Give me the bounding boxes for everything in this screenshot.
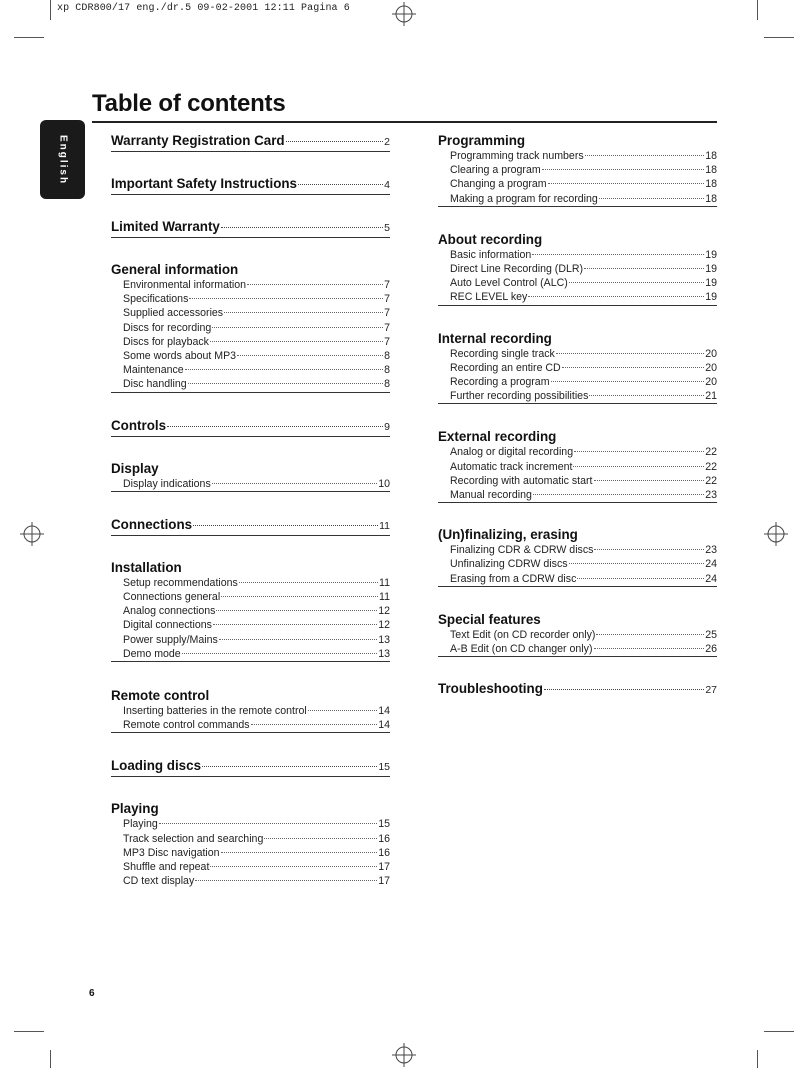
toc-section-page: 5 (384, 222, 390, 234)
dot-leader (573, 466, 704, 467)
toc-section-heading[interactable] (111, 261, 390, 278)
toc-section (111, 194, 390, 237)
toc-entry[interactable] (450, 389, 717, 403)
toc-entry-page: 18 (705, 164, 717, 177)
dot-leader (542, 169, 705, 170)
toc-entry-page: 12 (378, 619, 390, 632)
toc-section-title: (Un)finalizing, erasing (438, 527, 578, 543)
dot-leader (308, 710, 377, 711)
dot-leader (594, 480, 705, 481)
toc-section-page: 27 (705, 684, 717, 697)
toc-entry-label: Analog connections (123, 605, 216, 618)
toc-entry-page: 8 (384, 350, 390, 363)
toc-entry-page: 8 (384, 364, 390, 377)
toc-entry[interactable] (123, 647, 390, 661)
toc-entry-label: Recording single track (450, 347, 555, 360)
toc-entry-page: 22 (705, 460, 717, 473)
toc-entry[interactable] (123, 278, 390, 292)
toc-entry[interactable] (450, 572, 717, 586)
toc-entry-page: 13 (378, 647, 390, 660)
dot-leader (548, 183, 705, 184)
dot-leader (585, 155, 705, 156)
dot-leader (210, 341, 383, 342)
page-number: 6 (89, 988, 95, 999)
crop-mark (14, 37, 44, 38)
toc-section (438, 656, 717, 699)
toc-section-title: Display (111, 460, 159, 476)
toc-entry-page: 26 (705, 643, 717, 656)
toc-right-column (438, 132, 717, 699)
toc-entry[interactable] (450, 642, 717, 656)
toc-entry-page: 17 (378, 861, 390, 874)
toc-entry-page: 13 (378, 633, 390, 646)
toc-entry[interactable] (450, 276, 717, 290)
toc-entry[interactable] (450, 543, 717, 557)
toc-entry-label: Demo mode (123, 647, 181, 660)
toc-section-heading[interactable] (438, 526, 717, 543)
crop-mark (757, 1050, 758, 1068)
print-header: xp CDR800/17 eng./dr.5 09-02-2001 12:11 Pagina 6 (57, 3, 350, 14)
toc-entry-label: Power supply/Mains (123, 633, 218, 646)
toc-entry-page: 18 (705, 192, 717, 205)
dot-leader (596, 634, 704, 635)
toc-entry-label: Auto Level Control (ALC) (450, 277, 568, 290)
crop-mark (50, 0, 51, 20)
toc-entry[interactable] (123, 618, 390, 632)
toc-section (111, 661, 390, 732)
dot-leader (193, 525, 378, 526)
toc-section-heading[interactable] (111, 516, 390, 535)
toc-entry-page: 21 (705, 390, 717, 403)
toc-section (438, 502, 717, 586)
toc-section-heading[interactable] (438, 330, 717, 347)
toc-entry[interactable] (450, 460, 717, 474)
title-rule (92, 121, 717, 123)
toc-section (111, 151, 390, 194)
toc-entry[interactable] (123, 363, 390, 377)
dot-leader (556, 353, 704, 354)
toc-section-title: Connections (111, 516, 193, 532)
dot-leader (221, 852, 378, 853)
toc-entry-page: 25 (705, 628, 717, 641)
toc-entry-page: 7 (384, 307, 390, 320)
dot-leader (544, 689, 704, 690)
toc-entry[interactable] (123, 292, 390, 306)
toc-entry-label: Digital connections (123, 619, 212, 632)
toc-entry[interactable] (450, 177, 717, 191)
toc-section-heading[interactable] (111, 687, 390, 704)
crop-mark (50, 1050, 51, 1068)
toc-entry-page: 7 (384, 321, 390, 334)
toc-entry[interactable] (450, 361, 717, 375)
toc-entry-page: 22 (705, 446, 717, 459)
toc-entry[interactable] (123, 832, 390, 846)
toc-entry-label: Basic information (450, 248, 532, 261)
toc-entry-label: Supplied accessories (123, 307, 224, 320)
crop-mark (14, 1031, 44, 1032)
dot-leader (251, 724, 378, 725)
toc-entry-page: 7 (384, 335, 390, 348)
toc-entry-page: 24 (705, 572, 717, 585)
toc-section (438, 132, 717, 206)
dot-leader (224, 312, 383, 313)
toc-entry[interactable] (123, 633, 390, 647)
toc-section (111, 776, 390, 888)
dot-leader (210, 866, 377, 867)
toc-entry-label: CD text display (123, 875, 195, 888)
toc-section-title: Programming (438, 133, 526, 148)
registration-mark-icon (20, 522, 44, 546)
toc-entry[interactable] (123, 704, 390, 718)
dot-leader (569, 282, 704, 283)
toc-entry-label: Discs for recording (123, 321, 212, 334)
toc-entry-label: Specifications (123, 293, 189, 306)
toc-entry-label: MP3 Disc navigation (123, 846, 220, 859)
toc-entry[interactable] (123, 874, 390, 888)
dot-leader (221, 227, 383, 228)
toc-entry-page: 7 (384, 279, 390, 291)
toc-section-heading[interactable] (438, 132, 717, 149)
toc-section-page: 9 (384, 420, 390, 433)
toc-entry[interactable] (123, 860, 390, 874)
toc-entry-label: Recording an entire CD (450, 361, 561, 374)
toc-section (111, 732, 390, 776)
toc-entry-page: 20 (705, 347, 717, 360)
toc-entry[interactable] (450, 248, 717, 262)
toc-entry-label: Erasing from a CDRW disc (450, 572, 577, 585)
dot-leader (574, 451, 704, 452)
toc-entry-label: Some words about MP3 (123, 350, 237, 363)
toc-section (111, 491, 390, 535)
toc-section (111, 535, 390, 661)
toc-entry-label: Discs for playback (123, 335, 209, 348)
toc-entry-label: Analog or digital recording (450, 446, 574, 459)
toc-section-title: Remote control (111, 688, 210, 704)
toc-entry-page: 16 (378, 846, 390, 859)
toc-entry-label: Clearing a program (450, 164, 541, 177)
toc-section-title: Important Safety Instructions (111, 176, 298, 191)
toc-entry-page: 14 (378, 719, 390, 732)
dot-leader (264, 838, 377, 839)
dot-leader (599, 198, 704, 199)
toc-entry-label: Recording with automatic start (450, 474, 593, 487)
dot-leader (298, 184, 383, 185)
toc-entry-page: 19 (705, 291, 717, 304)
crop-mark (764, 37, 794, 38)
toc-entry-label: Programming track numbers (450, 150, 584, 162)
toc-entry-label: Setup recommendations (123, 576, 238, 589)
toc-entry[interactable] (450, 262, 717, 276)
dot-leader (159, 823, 377, 824)
toc-entry-label: A-B Edit (on CD changer only) (450, 643, 593, 656)
toc-entry[interactable] (450, 488, 717, 502)
dot-leader (577, 578, 704, 579)
toc-section-heading[interactable] (111, 218, 390, 237)
page-title: Table of contents (92, 90, 286, 117)
toc-entry-page: 20 (705, 361, 717, 374)
toc-entry-label: Display indications (123, 477, 211, 490)
dot-leader (237, 355, 383, 356)
toc-entry[interactable] (123, 335, 390, 349)
toc-entry[interactable] (123, 604, 390, 618)
toc-section-heading[interactable] (438, 231, 717, 248)
dot-leader (212, 327, 383, 328)
toc-section-heading[interactable] (111, 757, 390, 776)
toc-entry-label: Finalizing CDR & CDRW discs (450, 544, 594, 557)
dot-leader (532, 254, 704, 255)
toc-entry-label: Automatic track increment (450, 460, 573, 473)
toc-section-heading[interactable] (111, 175, 390, 194)
toc-entry-page: 11 (379, 591, 390, 604)
toc-entry-label: Track selection and searching (123, 832, 264, 845)
toc-entry-label: Further recording possibilities (450, 390, 589, 403)
toc-entry[interactable] (450, 163, 717, 177)
toc-entry-page: 18 (705, 178, 717, 191)
toc-section-page: 4 (384, 179, 390, 191)
toc-entry-label: Remote control commands (123, 719, 250, 732)
toc-section-title: Internal recording (438, 330, 552, 346)
registration-mark-icon (392, 1043, 416, 1067)
toc-entry[interactable] (123, 718, 390, 732)
toc-section-heading[interactable] (438, 680, 717, 699)
dot-leader (167, 426, 383, 427)
toc-entry-page: 12 (378, 605, 390, 618)
toc-entry-label: Recording a program (450, 376, 550, 389)
toc-entry-page: 19 (705, 277, 717, 290)
toc-entry[interactable] (450, 149, 717, 163)
toc-entry[interactable] (123, 306, 390, 320)
dot-leader (584, 268, 704, 269)
toc-entry-page: 11 (379, 576, 390, 589)
toc-entry[interactable] (450, 557, 717, 571)
toc-section-title: Troubleshooting (438, 681, 543, 697)
toc-entry-page: 24 (705, 558, 717, 571)
dot-leader (239, 582, 378, 583)
dot-leader (188, 383, 383, 384)
toc-left-column (111, 132, 390, 888)
toc-entry-page: 8 (384, 378, 390, 391)
dot-leader (594, 549, 704, 550)
dot-leader (247, 284, 383, 285)
toc-section-title: Loading discs (111, 758, 202, 774)
dot-leader (213, 624, 377, 625)
toc-section-heading[interactable] (111, 132, 390, 151)
toc-section-title: Controls (111, 417, 167, 433)
toc-section (111, 392, 390, 436)
dot-leader (189, 298, 383, 299)
dot-leader (185, 369, 383, 370)
toc-entry[interactable] (450, 192, 717, 206)
toc-entry[interactable] (450, 628, 717, 642)
toc-section-page: 2 (384, 136, 390, 148)
language-tab (40, 120, 85, 199)
toc-entry-page: 14 (378, 705, 390, 718)
toc-entry[interactable] (123, 817, 390, 831)
toc-entry-page: 16 (378, 832, 390, 845)
toc-entry-label: Maintenance (123, 364, 184, 377)
toc-section (438, 403, 717, 502)
toc-section (438, 305, 717, 404)
toc-entry[interactable] (123, 576, 390, 590)
toc-entry-page: 15 (378, 818, 390, 831)
toc-section-heading[interactable] (438, 428, 717, 445)
toc-entry-page: 19 (705, 263, 717, 276)
toc-section (438, 586, 717, 656)
toc-entry-label: Connections general (123, 591, 221, 604)
toc-section (111, 132, 390, 151)
toc-section-heading[interactable] (111, 800, 390, 817)
registration-mark-icon (392, 2, 416, 26)
toc-entry-page: 19 (705, 248, 717, 261)
toc-section (438, 206, 717, 305)
toc-section-title: Playing (111, 801, 159, 817)
dot-leader (562, 367, 705, 368)
dot-leader (182, 653, 378, 654)
toc-section (111, 237, 390, 392)
toc-entry[interactable] (123, 477, 390, 491)
toc-entry-page: 22 (705, 474, 717, 487)
toc-section-title: External recording (438, 429, 557, 445)
toc-entry-label: Environmental information (123, 279, 247, 291)
toc-entry-label: Manual recording (450, 489, 532, 502)
crop-mark (764, 1031, 794, 1032)
toc-entry[interactable] (123, 377, 390, 391)
toc-entry-page: 7 (384, 293, 390, 306)
toc-section-title: Warranty Registration Card (111, 133, 285, 148)
toc-entry-label: Playing (123, 818, 158, 831)
toc-section-page: 11 (379, 519, 390, 532)
dot-leader (195, 880, 377, 881)
toc-section-title: Limited Warranty (111, 219, 220, 234)
toc-entry-label: Shuffle and repeat (123, 861, 210, 874)
toc-entry[interactable] (123, 590, 390, 604)
dot-leader (589, 395, 704, 396)
toc-entry-page: 20 (705, 376, 717, 389)
crop-mark (757, 0, 758, 20)
toc-section-title: Installation (111, 559, 182, 575)
toc-entry[interactable] (450, 474, 717, 488)
toc-section-heading[interactable] (111, 559, 390, 576)
dot-leader (212, 483, 377, 484)
dot-leader (202, 766, 377, 767)
toc-section-heading[interactable] (111, 417, 390, 436)
toc-entry-page: 23 (705, 489, 717, 502)
language-tab-label: English (57, 134, 68, 185)
toc-entry[interactable] (450, 347, 717, 361)
toc-section-page: 15 (378, 761, 390, 774)
dot-leader (594, 648, 705, 649)
dot-leader (551, 381, 705, 382)
toc-entry[interactable] (123, 349, 390, 363)
toc-section-title: Special features (438, 611, 541, 627)
toc-section-heading[interactable] (111, 460, 390, 477)
toc-entry-label: Changing a program (450, 178, 547, 191)
toc-entry-label: Unfinalizing CDRW discs (450, 558, 568, 571)
dot-leader (221, 596, 378, 597)
toc-entry-page: 23 (705, 544, 717, 557)
toc-entry[interactable] (123, 846, 390, 860)
toc-entry[interactable] (450, 445, 717, 459)
toc-section-title: About recording (438, 231, 543, 247)
toc-entry[interactable] (450, 375, 717, 389)
toc-entry-label: REC LEVEL key (450, 291, 528, 304)
registration-mark-icon (764, 522, 788, 546)
dot-leader (528, 296, 704, 297)
dot-leader (286, 141, 384, 142)
toc-entry-page: 17 (378, 875, 390, 888)
toc-entry[interactable] (123, 321, 390, 335)
toc-entry-label: Direct Line Recording (DLR) (450, 263, 584, 276)
dot-leader (533, 494, 704, 495)
toc-section (111, 436, 390, 491)
toc-entry-label: Text Edit (on CD recorder only) (450, 628, 596, 641)
toc-entry-page: 18 (705, 150, 717, 162)
toc-entry-page: 10 (378, 477, 390, 490)
dot-leader (219, 639, 377, 640)
toc-entry-label: Inserting batteries in the remote control (123, 705, 307, 718)
toc-entry[interactable] (450, 290, 717, 304)
toc-entry-label: Making a program for recording (450, 192, 598, 205)
dot-leader (216, 610, 377, 611)
dot-leader (569, 563, 705, 564)
toc-entry-label: Disc handling (123, 378, 187, 391)
toc-section-heading[interactable] (438, 611, 717, 628)
toc-section-title: General information (111, 262, 239, 277)
